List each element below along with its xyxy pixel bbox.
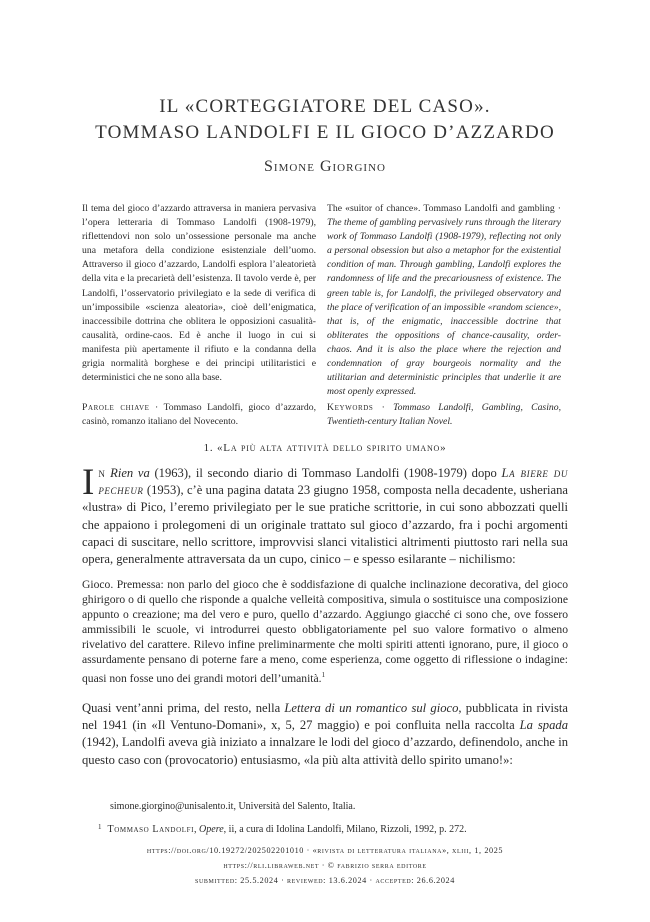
paragraph-1-text-a: (1963), il secondo diario di Tommaso Landolfi (1908-1979) dopo [149, 466, 502, 480]
drop-cap: I [82, 462, 95, 503]
work-title-rien-va: Rien va [110, 466, 150, 480]
abstract-english-body: The theme of gambling pervasively runs through the literary work of Tommaso Landolfi (1908-1979), reflecting not only a personal obsession but also a metaphor for the existential condition of man. Through gambling, Landolfi explores the randomness of life and the precariousness of existence. The green table is, for Landolfi, the privileged observatory and the place of verification of an impossible «random science», that is, of the enigmatic, inaccessible doctrine that obliterates the oppositions of chance-causality, order-chaos. And it is also the place where the rejection and condemnation of gray bourgeois normality and the utilitarian and deterministic principles that underlie it are most openly expressed. [327, 217, 561, 398]
section-number: 1. [203, 442, 214, 454]
keywords-italian-label: Parole chiave [82, 402, 150, 413]
block-quote [82, 577, 568, 686]
publisher-url-line[interactable]: https://rli.libraweb.net · © fabrizio serra editore [223, 861, 427, 870]
doi-line[interactable]: https://doi.org/10.19272/202502201010 · «rivista di letteratura italiana», xliii, 1, 2025 [146, 846, 504, 855]
body-paragraph-1 [82, 462, 568, 568]
work-title-lettera: Lettera di un romantico sul gioco [284, 701, 459, 715]
block-quote-text: Gioco. Premessa: non parlo del gioco che è soddisfazione di qualche inclinazione decorativa, del gioco ghirigoro o di quello che risponde a qualche velleità compositiva, simula o sostituisce una composizione appunto o creazione; ma del vero e puro, quello d’azzardo. Aggiungo giacché ci sono che, ove fossero ammissibili le scuole, vi introdurrei questo obbligatoriamente pel suo valore formativo o almeno rivelativo del carattere. Rilevo infine preliminarmente che molti spiriti attenti ignorano, pure, il gioco o assurdamente pensano di poterne fare a meno, come esperienza, come oggetto di riflessione o indagine: quasi non fosse uno dei grandi motori dell’umanità. [82, 578, 568, 685]
keywords-english: Keywords · Tommaso Landolfi, Gambling, Casino, Twentieth-century Italian Novel. [327, 402, 561, 427]
footnote-1-rest: , ii, a cura di Idolina Landolfi, Milano, Rizzoli, 1992, p. 272. [223, 824, 467, 835]
article-title-line-2: TOMMASO LANDOLFI E IL GIOCO D’AZZARDO [95, 122, 555, 143]
paragraph-2-text-b: , pubblicata in rivista nel 1941 (in «Il Ventuno-Domani», x, 5, 27 maggio) e poi confluita nella raccolta [82, 701, 568, 733]
footnote-1: $^1$ Tommaso Landolfi, Opere, ii, a cura di Idolina Landolfi, Milano, Rizzoli, 1992, p. 272. [98, 823, 467, 835]
article-title-line-1: IL «CORTEGGIATORE DEL CASO». [159, 96, 491, 117]
section-title: «La più alta attività dello spirito umano» [217, 442, 447, 454]
footnote-1-work: Opere [199, 824, 224, 835]
footnote-ref-1[interactable]: 1 [321, 670, 326, 679]
footnote-1-number: 1 [98, 823, 102, 831]
abstract-italian: Il tema del gioco d’azzardo attraversa in maniera pervasiva l’opera letteraria di Tommaso Landolfi (1908-1979), riflettendovi non solo un’ossessione personale ma anche una metafora della condizione esistenziale dell’uomo. Attraverso il gioco d’azzardo, Landolfi esplora l’aleatorietà della vita e la precarietà dell’esistenza. Il tavolo verde è, per Landolfi, l’osservatorio privilegiato e la sede di verifica di un’impossibile «scienza aleatoria», cioè dell’enigmatica, inaccessibile dottrina che oblitera le opposizioni casualità-causalità, ordine-caos. Ed è anche il luogo in cui si manifesta più apertamente il rifiuto e la condanna della grigia normalità borghese e dei principi utilitaristici e deterministici che ne sono alla base. [82, 203, 316, 384]
work-title-la-biere: La biere du pecheur [98, 466, 568, 498]
paragraph-1-text-b: (1953), c’è una pagina datata 23 giugno 1958, composta nella decadente, usheriana «lustra» di Pico, l’eremo privilegiato per le sue pratiche scrittorie, in cui sono abbozzati quelli che appaiono i prolegomeni di un originale trattato sul gioco d’azzardo, fra i pochi argomenti capaci di suscitare, nello scrittore, improvvisi slanci vitalistici altrimenti piuttosto rari nella sua opera, generalmente attraversata da un cupo, cinico – e spesso esilarante – nichilismo: [82, 483, 568, 567]
work-title-la-spada: La spada [519, 718, 568, 733]
author-name: Simone Giorgino [264, 158, 386, 175]
abstract-english [327, 202, 561, 399]
keywords-italian-text: · Tommaso Landolfi, gioco d’azzardo, casinò, romanzo italiano del Novecento. [82, 402, 316, 427]
abstract-english-title: The «suitor of chance». Tommaso Landolfi and gambling · [327, 203, 561, 214]
body-paragraph-2 [82, 700, 568, 769]
footnote-1-author: Tommaso Landolfi [107, 824, 195, 835]
keywords-italian [82, 401, 316, 429]
section-heading [0, 442, 650, 454]
drop-cap-continuation: n [98, 466, 106, 480]
paragraph-2-text-c: (1942), Landolfi aveva già iniziato a innalzare le lodi del gioco d’azzardo, definendolo, anche in questo caso con (provocatorio) entusiasmo, «la più alta attività dello spirito umano!»: [82, 735, 568, 767]
submission-dates-line: submitted: 25.5.2024 · reviewed: 13.6.2024 · accepted: 26.6.2024 [195, 876, 455, 885]
paragraph-2-text-a: Quasi vent’anni prima, del resto, nella [82, 701, 285, 715]
keywords-english-text: Tommaso Landolfi, Gambling, Casino, Twentieth-century Italian Novel. [327, 402, 561, 427]
keywords-english-label: Keywords [327, 402, 374, 413]
author-affiliation-note: simone.giorgino@unisalento.it, Università del Salento, Italia. [110, 801, 356, 812]
